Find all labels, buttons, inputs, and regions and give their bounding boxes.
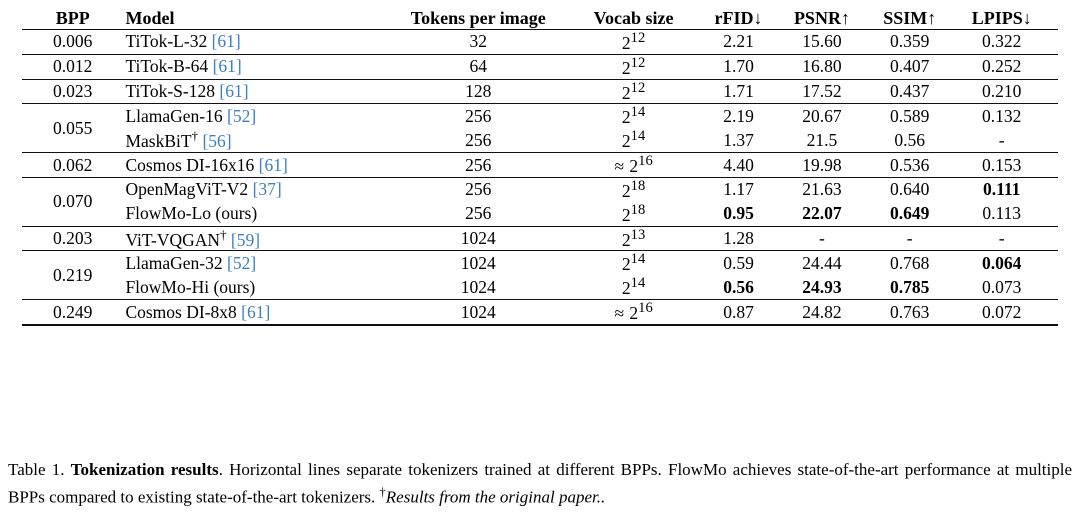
vocab-base: 2 — [621, 82, 631, 103]
cell-lpips: 0.073 — [982, 276, 1022, 297]
model-name: FlowMo-Lo (ours) — [125, 203, 258, 224]
cell-rfid: 1.71 — [699, 79, 778, 104]
citation-link[interactable]: [61] — [211, 31, 241, 52]
cell-tokens-per-image: 128 — [388, 79, 568, 104]
citation-link[interactable]: [52] — [227, 105, 257, 126]
cell-vocab-size — [568, 202, 699, 226]
vocab-exponent: 16 — [638, 153, 653, 170]
column-header-psnr: PSNR↑ — [793, 8, 850, 28]
cell-lpips: 0.252 — [953, 54, 1058, 79]
cell-psnr: 22.07 — [802, 203, 842, 224]
column-header-tokens: Tokens per image — [410, 8, 546, 28]
cell-tokens-per-image: 1024 — [388, 300, 568, 325]
rule-cell — [866, 325, 953, 326]
table-row — [22, 226, 1058, 251]
dagger-icon: † — [220, 226, 227, 242]
cell-lpips: 0.132 — [953, 104, 1058, 128]
table-row — [22, 177, 1058, 201]
rule-cell — [778, 325, 866, 326]
model-name: FlowMo-Hi (ours) — [125, 276, 256, 297]
cell-lpips: 0.153 — [953, 153, 1058, 178]
cell-tokens-per-image: 1024 — [388, 226, 568, 251]
cell-model — [109, 300, 388, 325]
cell-vocab-size — [568, 54, 699, 79]
cell-tokens-per-image: 1024 — [388, 251, 568, 275]
table-row — [22, 30, 1058, 55]
vocab-base: 2 — [629, 155, 639, 176]
cell-psnr: 24.93 — [802, 276, 842, 297]
model-name: Cosmos DI-16x16 — [125, 154, 255, 175]
cell-vocab-size — [568, 226, 699, 251]
cell-lpips: 0.322 — [953, 30, 1058, 55]
cell-vocab-size — [568, 128, 699, 152]
model-name: MaskBiT — [125, 131, 192, 152]
cell-tokens-per-image: 64 — [388, 54, 568, 79]
vocab-exponent: 14 — [630, 104, 646, 121]
citation-link[interactable]: [61] — [219, 81, 249, 102]
citation-link[interactable]: [56] — [202, 131, 232, 152]
cell-ssim: - — [866, 226, 953, 251]
cell-psnr: 20.67 — [778, 104, 866, 128]
cell-lpips: 0.072 — [953, 300, 1058, 325]
cell-rfid: 2.21 — [699, 30, 778, 55]
cell-rfid: 1.70 — [699, 54, 778, 79]
cell-lpips: 0.111 — [953, 177, 1058, 201]
cell-tokens-per-image: 1024 — [460, 276, 496, 297]
model-name: LlamaGen-16 — [125, 105, 223, 126]
cell-psnr: 17.52 — [778, 79, 866, 104]
vocab-exponent: 16 — [638, 300, 653, 317]
cell-psnr: 21.5 — [806, 129, 838, 150]
vocab-exponent: 14 — [630, 128, 646, 145]
citation-link[interactable]: [61] — [212, 56, 242, 77]
cell-tokens-per-image: 256 — [388, 104, 568, 128]
table-row — [22, 251, 1058, 275]
rule-cell — [699, 325, 778, 326]
cell-lpips: 0.210 — [953, 79, 1058, 104]
table-row — [22, 202, 1058, 226]
cell-ssim: 0.589 — [866, 104, 953, 128]
cell-model — [109, 251, 388, 275]
cell-rfid: 0.87 — [699, 300, 778, 325]
table-row — [22, 79, 1058, 104]
vocab-exponent: 13 — [630, 226, 646, 243]
cell-tokens-per-image: 32 — [388, 30, 568, 55]
column-header-bpp: BPP — [55, 8, 90, 28]
cell-rfid: 1.28 — [699, 226, 778, 251]
cell-ssim: 0.437 — [866, 79, 953, 104]
approx-symbol: ≈ — [614, 155, 630, 176]
cell-ssim: 0.359 — [866, 30, 953, 55]
vocab-base: 2 — [621, 229, 631, 250]
cell-lpips: 0.064 — [953, 251, 1058, 275]
cell-lpips: - — [998, 129, 1005, 150]
cell-vocab-size — [568, 300, 699, 325]
cell-ssim: 0.763 — [866, 300, 953, 325]
cell-tokens-per-image: 256 — [388, 153, 568, 178]
cell-lpips: 0.113 — [982, 203, 1022, 224]
cell-model — [109, 202, 388, 226]
cell-tokens-per-image: 256 — [388, 177, 568, 201]
citation-link[interactable]: [59] — [230, 229, 261, 250]
cell-rfid: 1.37 — [723, 129, 754, 150]
results-table — [22, 8, 1058, 326]
vocab-base: 2 — [621, 32, 631, 53]
rule-cell — [388, 325, 568, 326]
cell-model — [109, 177, 388, 201]
table-row — [22, 128, 1058, 152]
table-row — [22, 275, 1058, 299]
cell-bpp: 0.249 — [22, 300, 109, 325]
table-header-row — [22, 8, 1058, 30]
vocab-exponent: 12 — [630, 54, 646, 71]
model-name: Cosmos DI-8x8 — [125, 301, 237, 322]
cell-rfid: 4.40 — [699, 153, 778, 178]
cell-vocab-size — [568, 177, 699, 201]
cell-bpp: 0.203 — [22, 226, 109, 251]
cell-psnr: 15.60 — [778, 30, 866, 55]
cell-vocab-size — [568, 30, 699, 55]
approx-symbol: ≈ — [614, 302, 630, 323]
cell-psnr: 24.44 — [778, 251, 866, 275]
cell-psnr: - — [778, 226, 866, 251]
cell-vocab-size — [568, 275, 699, 299]
vocab-base: 2 — [621, 204, 631, 225]
rule-cell — [22, 325, 109, 326]
vocab-base: 2 — [621, 180, 631, 201]
caption-dagger-note: Results from the original paper.. — [385, 487, 606, 507]
column-header-rfid: rFID↓ — [714, 8, 763, 28]
vocab-base: 2 — [621, 131, 631, 152]
table-row — [22, 300, 1058, 325]
cell-ssim: 0.768 — [866, 251, 953, 275]
cell-ssim: 0.649 — [890, 203, 930, 224]
vocab-exponent: 14 — [630, 275, 646, 292]
cell-ssim: 0.785 — [890, 276, 930, 297]
vocab-base: 2 — [621, 57, 631, 78]
cell-vocab-size — [568, 104, 699, 128]
table-row — [22, 153, 1058, 178]
caption-dagger-mark: † — [379, 484, 386, 499]
cell-rfid: 2.19 — [699, 104, 778, 128]
cell-rfid: 0.59 — [699, 251, 778, 275]
cell-bpp: 0.006 — [22, 30, 109, 55]
cell-vocab-size — [568, 251, 699, 275]
dagger-icon: † — [191, 128, 199, 144]
cell-rfid: 0.95 — [723, 203, 754, 224]
cell-rfid: 0.56 — [723, 276, 754, 297]
citation-link[interactable]: [52] — [227, 252, 257, 273]
model-name: TiTok-B-64 — [125, 56, 209, 77]
cell-model — [109, 104, 388, 128]
table-row — [22, 104, 1058, 128]
cell-psnr: 21.63 — [778, 177, 866, 201]
rule-cell — [953, 325, 1058, 326]
vocab-base: 2 — [629, 302, 639, 323]
table-header — [22, 8, 1058, 30]
cell-model — [109, 226, 388, 251]
table-body — [22, 30, 1058, 326]
cell-ssim: 0.640 — [866, 177, 953, 201]
cell-vocab-size — [568, 153, 699, 178]
model-name: TiTok-L-32 — [125, 31, 208, 52]
cell-rfid: 1.17 — [699, 177, 778, 201]
vocab-exponent: 12 — [630, 30, 646, 46]
model-name: OpenMagViT-V2 — [125, 179, 249, 200]
model-name: TiTok-S-128 — [125, 81, 215, 102]
column-header-lpips: LPIPS↓ — [971, 8, 1032, 28]
cell-bpp: 0.070 — [22, 177, 109, 226]
vocab-exponent: 18 — [630, 201, 646, 218]
cell-model — [109, 54, 388, 79]
model-name: LlamaGen-32 — [125, 252, 223, 273]
table-bottom-rule — [22, 325, 1058, 326]
column-header-vocab: Vocab size — [593, 8, 674, 28]
column-header-ssim: SSIM↑ — [883, 8, 937, 28]
rule-cell — [568, 325, 699, 326]
column-header-model: Model — [125, 8, 175, 28]
vocab-base: 2 — [621, 254, 631, 275]
cell-ssim: 0.536 — [866, 153, 953, 178]
cell-psnr: 24.82 — [778, 300, 866, 325]
citation-link[interactable]: [61] — [258, 154, 288, 175]
cell-tokens-per-image: 256 — [465, 129, 492, 150]
caption-title: Tokenization results — [70, 460, 219, 479]
caption-body: . Horizontal lines separate tokenizers trained at different BPPs. FlowMo achieves state-of-the-art performance at multiple BPPs compared to existing state-of-the-art tokenizers. — [8, 460, 1073, 507]
vocab-base: 2 — [621, 107, 631, 128]
cell-bpp: 0.062 — [22, 153, 109, 178]
cell-tokens-per-image: 256 — [465, 203, 492, 224]
model-name: ViT-VQGAN — [125, 229, 221, 250]
citation-link[interactable]: [61] — [241, 301, 271, 322]
cell-lpips: - — [953, 226, 1058, 251]
vocab-base: 2 — [621, 278, 631, 299]
caption-label: Table 1. — [8, 460, 65, 479]
cell-psnr: 16.80 — [778, 54, 866, 79]
cell-bpp: 0.055 — [22, 104, 109, 153]
vocab-exponent: 14 — [630, 251, 646, 268]
cell-model — [109, 30, 388, 55]
table-caption — [8, 458, 1072, 510]
cell-vocab-size — [568, 79, 699, 104]
cell-psnr: 19.98 — [778, 153, 866, 178]
cell-bpp: 0.012 — [22, 54, 109, 79]
cell-ssim: 0.407 — [866, 54, 953, 79]
tokenization-results-table — [22, 8, 1058, 326]
cell-ssim: 0.56 — [894, 129, 926, 150]
cell-bpp: 0.219 — [22, 251, 109, 300]
cell-bpp: 0.023 — [22, 79, 109, 104]
cell-model — [109, 128, 388, 152]
cell-model — [109, 153, 388, 178]
citation-link[interactable]: [37] — [252, 179, 282, 200]
table-row — [22, 54, 1058, 79]
rule-cell — [109, 325, 388, 326]
vocab-exponent: 12 — [630, 79, 646, 96]
vocab-exponent: 18 — [630, 177, 646, 194]
cell-model — [109, 275, 388, 299]
cell-model — [109, 79, 388, 104]
